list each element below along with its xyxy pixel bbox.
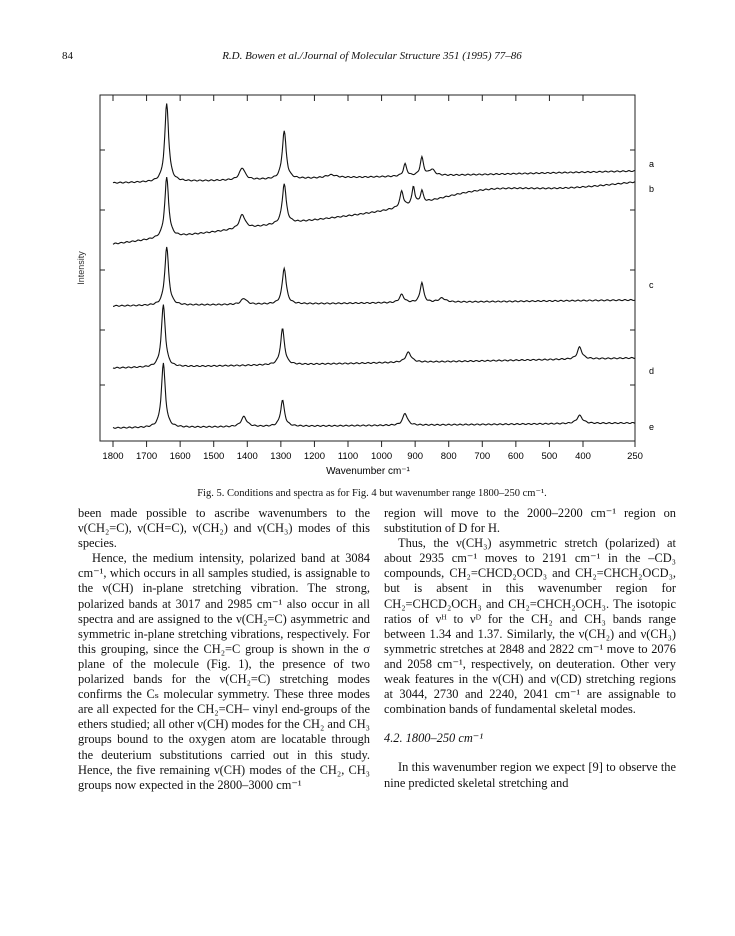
x-tick-label: 1200 <box>303 451 325 462</box>
x-tick-label: 1500 <box>203 451 225 462</box>
section-heading: 4.2. 1800–250 cm⁻¹ <box>384 731 484 746</box>
trace-label-a: a <box>649 159 655 169</box>
x-tick-label: 1700 <box>136 451 158 462</box>
trace-label-b: b <box>649 184 655 194</box>
side-ticks <box>100 150 635 385</box>
x-tick-label: 1300 <box>270 451 292 462</box>
trace-label-e: e <box>649 422 655 432</box>
paragraph: region will move to the 2000–2200 cm⁻¹ region on substitution of D for H. <box>384 506 676 536</box>
trace-labels <box>649 159 654 432</box>
spectra-traces <box>113 104 635 429</box>
spectrum-trace-b <box>113 177 635 244</box>
spectrum-trace-a <box>113 104 635 184</box>
x-tick-labels <box>102 451 643 462</box>
x-tick-label: 600 <box>507 451 524 462</box>
x-tick-label: 1400 <box>236 451 258 462</box>
trace-label-c: c <box>649 280 654 290</box>
x-tick-label: 900 <box>407 451 424 462</box>
paragraph: In this wavenumber region we expect [9] to observe the nine predicted skeletal stretching and <box>384 760 676 790</box>
x-tick-label: 1800 <box>102 451 124 462</box>
running-title: R.D. Bowen et al./Journal of Molecular Structure 351 (1995) 77–86 <box>222 50 522 62</box>
top-ticks <box>113 95 635 101</box>
figure-caption: Fig. 5. Conditions and spectra as for Fig. 4 but wavenumber range 1800–250 cm⁻¹. <box>197 488 547 499</box>
x-tick-label: 400 <box>575 451 591 462</box>
paragraph: Hence, the medium intensity, polarized band at 3084 cm⁻¹, which occurs in all samples studied, is assignable to the ν(CH) in-plane stretching vibration. The strong, polarized bands at 3017 and 2985 cm⁻¹ also occur in all spectra and are assigned to the ν(CH₂=C) asymmetric and symmetric in-plane stretching vibrations, respectively. For this grouping, since the CH₂=C group is shown in the σ plane of the molecule (Fig. 1), the presence of two polarized bands for the ν(CH₂=C) stretching modes confirms the Cₛ molecular symmetry. These three modes are all expected for the CH₂=CH– vinyl end-groups of the ethers studied; all other ν(CH) modes for the CH₂ and CH₃ groups bound to the oxygen atom are locatable through the deuterium substitutions carried out in this study. Hence, the five remaining ν(CH) modes of the CH₂, CH₃ groups now expected in the 2800–3000 cm⁻¹ <box>78 551 370 792</box>
x-tick-label: 1000 <box>371 451 393 462</box>
x-axis-label: Wavenumber cm⁻¹ <box>326 466 410 477</box>
x-tick-label: 500 <box>541 451 558 462</box>
trace-label-d: d <box>649 366 655 376</box>
spectrum-trace-d <box>113 305 635 369</box>
right-column <box>384 506 676 791</box>
plot-frame <box>100 95 635 441</box>
x-tick-label: 1600 <box>169 451 191 462</box>
x-tick-label: 800 <box>440 451 457 462</box>
paragraph: Thus, the ν(CH₃) asymmetric stretch (polarized) at about 2935 cm⁻¹ moves to 2191 cm⁻¹ in the –CD₃ compounds, CH₂=CHCD₂OCD₃ and CH₂=CHCH₂OCD₃, but is absent in this wavenumber region for CH₂=CHCD₂OCH₃ and CH₂=CHCH₂OCH₃. The isotopic ratios of νᴴ to νᴰ for the CH₂ and CH₃ bands range between 1.34 and 1.37. Similarly, the ν(CH₂) and ν(CH₃) symmetric stretches at 2848 and 2822 cm⁻¹ move to 2076 and 2058 cm⁻¹, respectively, on deuteration. Other very weak features in the ν(CH) and ν(CD) stretching regions at 3044, 2730 and 2240, 2041 cm⁻¹ are assignable to combination bands of fundamental skeletal modes. <box>384 536 676 717</box>
y-axis-label: Intensity <box>76 251 86 285</box>
left-column <box>78 506 370 793</box>
paragraph: been made possible to ascribe wavenumbers to the ν(CH₂=C), ν(CH=C), ν(CH₂) and ν(CH₃) modes of this species. <box>78 506 370 551</box>
spectrum-trace-c <box>113 247 635 306</box>
x-tick-label: 250 <box>627 451 643 462</box>
bottom-ticks <box>113 441 635 447</box>
x-tick-label: 1100 <box>337 451 359 462</box>
x-tick-label: 700 <box>474 451 491 462</box>
page-number: 84 <box>62 50 73 62</box>
spectrum-trace-e <box>113 363 635 428</box>
